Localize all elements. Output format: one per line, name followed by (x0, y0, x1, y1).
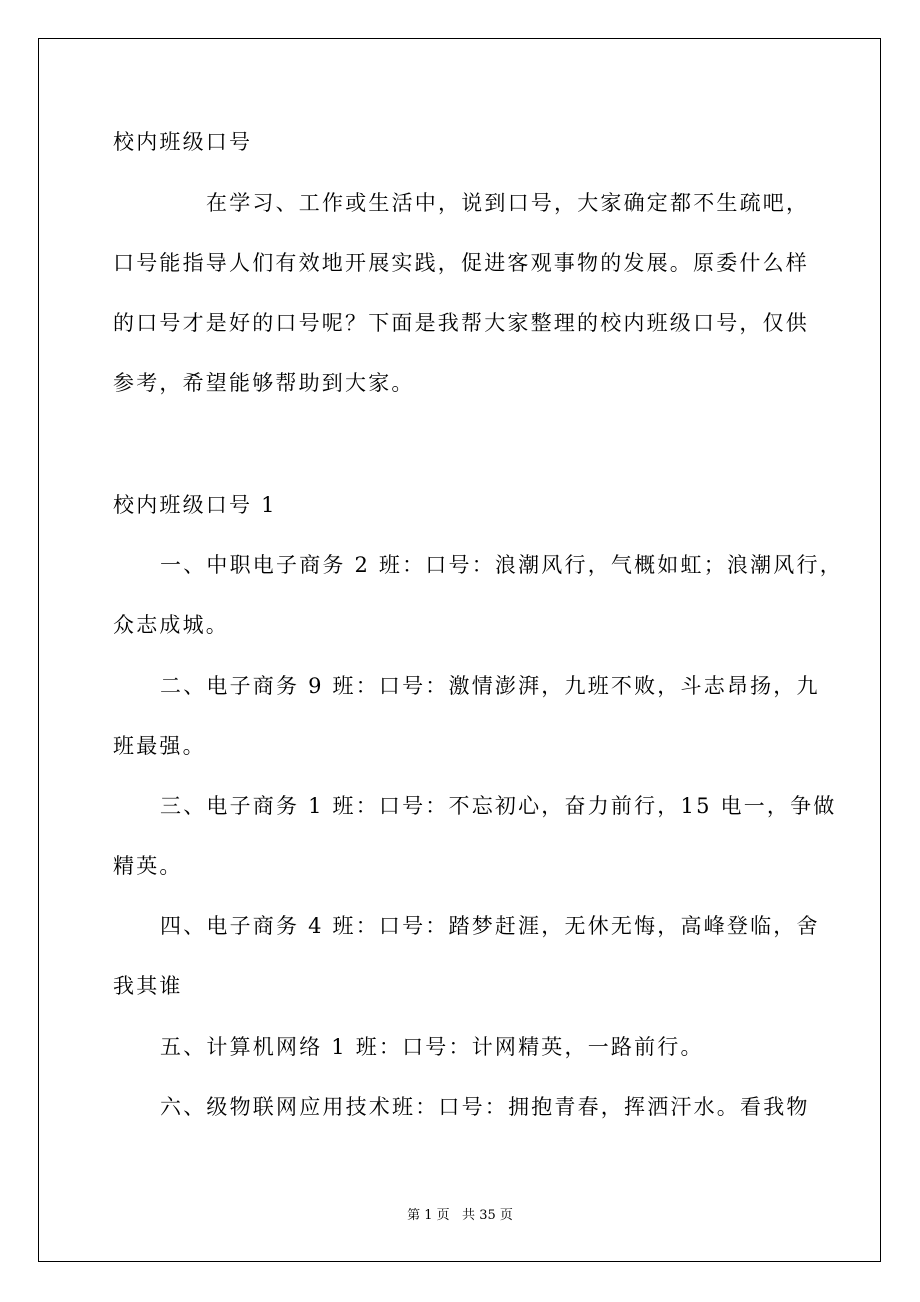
slogan-item: 一、中职电子商务 2 班：口号：浪潮风行，气概如虹；浪潮风行， (160, 553, 843, 577)
slogan-item: 五、计算机网络 1 班：口号：计网精英，一路前行。 (160, 1035, 704, 1059)
slogan-item-continuation: 众志成城。 (113, 613, 229, 637)
document-title: 校内班级口号 (113, 130, 253, 154)
slogan-item-continuation: 精英。 (113, 854, 183, 878)
slogan-item-continuation: 我其谁 (113, 974, 183, 998)
slogan-item: 四、电子商务 4 班：口号：踏梦赶涯，无休无悔，高峰登临，舍 (160, 914, 820, 938)
section-heading: 校内班级口号 1 (113, 493, 277, 517)
intro-line: 在学习、工作或生活中，说到口号，大家确定都不生疏吧， (206, 191, 810, 215)
slogan-item: 六、级物联网应用技术班：口号：拥抱青春，挥洒汗水。看我物 (160, 1095, 810, 1119)
slogan-item: 二、电子商务 9 班：口号：激情澎湃，九班不败，斗志昂扬，九 (160, 674, 820, 698)
intro-line: 参考，希望能够帮助到大家。 (113, 371, 415, 395)
page-number-footer: 第 1 页 共 35 页 (407, 1208, 513, 1223)
intro-line: 的口号才是好的口号呢？下面是我帮大家整理的校内班级口号，仅供 (113, 311, 809, 335)
slogan-item: 三、电子商务 1 班：口号：不忘初心，奋力前行，15 电一，争做 (160, 794, 837, 818)
intro-line: 口号能指导人们有效地开展实践，促进客观事物的发展。原委什么样 (113, 251, 809, 275)
slogan-item-continuation: 班最强。 (113, 734, 206, 758)
page-border (38, 38, 881, 1262)
